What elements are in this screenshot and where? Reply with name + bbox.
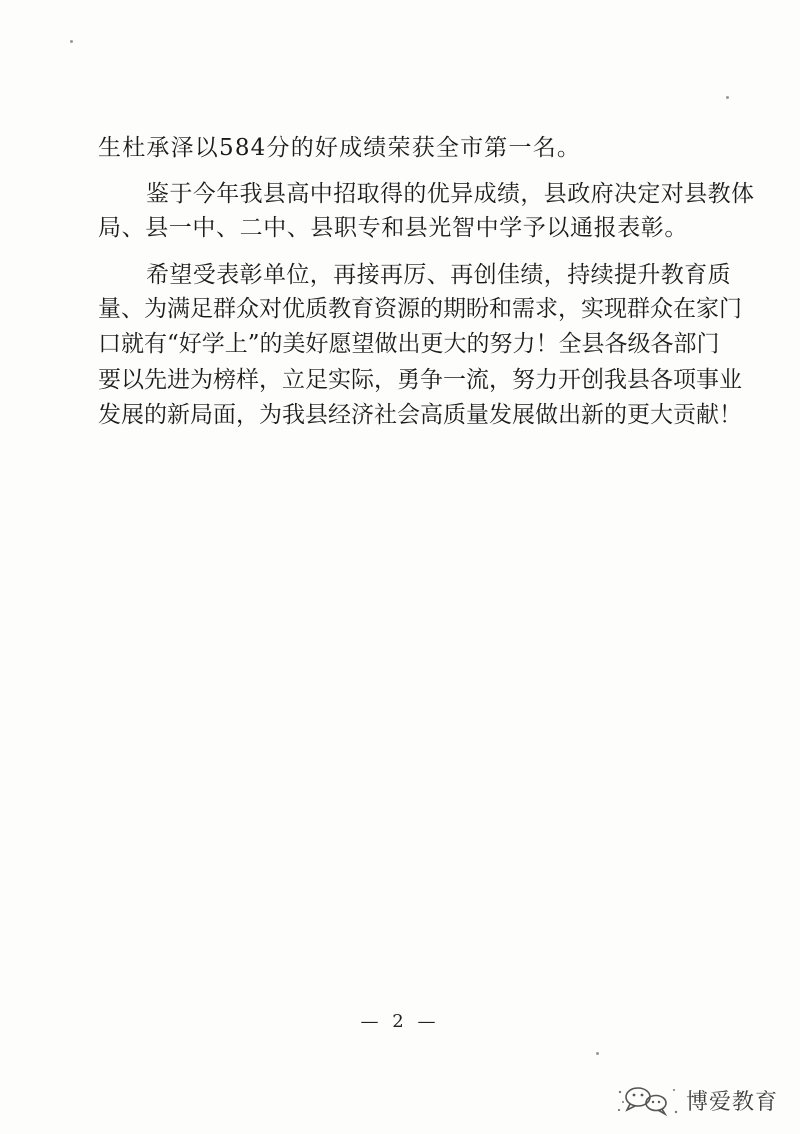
scan-speck <box>70 40 73 43</box>
page-number: — 2 — <box>360 1011 440 1032</box>
scan-speck <box>596 1052 599 1055</box>
paragraph-hope-line-1 <box>0 257 800 293</box>
wechat-icon <box>616 1082 680 1118</box>
paragraph-commendation-line-2 <box>0 210 800 246</box>
paragraph-hope-line-4 <box>0 362 800 398</box>
watermark-text: 博爱教育 <box>685 1089 778 1115</box>
text-line: 量、为满足群众对优质教育资源的期盼和需求，实现群众在家门 <box>98 296 742 322</box>
text-line: 生杜承泽以584分的好成绩荣获全市第一名。 <box>98 135 582 161</box>
text-line: 要以先进为榜样，立足实际，勇争一流，努力开创我县各项事业 <box>98 367 742 393</box>
text-line: 发展的新局面，为我县经济社会高质量发展做出新的更大贡献！ <box>98 402 742 428</box>
paragraph-hope-line-3 <box>0 326 800 362</box>
text-line: 局、县一中、二中、县职专和县光智中学予以通报表彰。 <box>98 215 688 241</box>
paragraph-hope-line-5 <box>0 397 800 433</box>
text-line: 口就有“好学上”的美好愿望做出更大的努力！全县各级各部门 <box>98 331 720 357</box>
paragraph-hope-line-2 <box>0 291 800 327</box>
scan-speck <box>726 96 729 99</box>
paragraph-commendation-line-1 <box>0 176 800 212</box>
text-line: 鉴于今年我县高中招取得的优异成绩，县政府决定对县教体 <box>146 181 755 207</box>
text-line: 希望受表彰单位，再接再厉、再创佳绩，持续提升教育质 <box>146 262 731 288</box>
paragraph-continued-line-1 <box>0 130 800 166</box>
watermark <box>616 1082 778 1118</box>
